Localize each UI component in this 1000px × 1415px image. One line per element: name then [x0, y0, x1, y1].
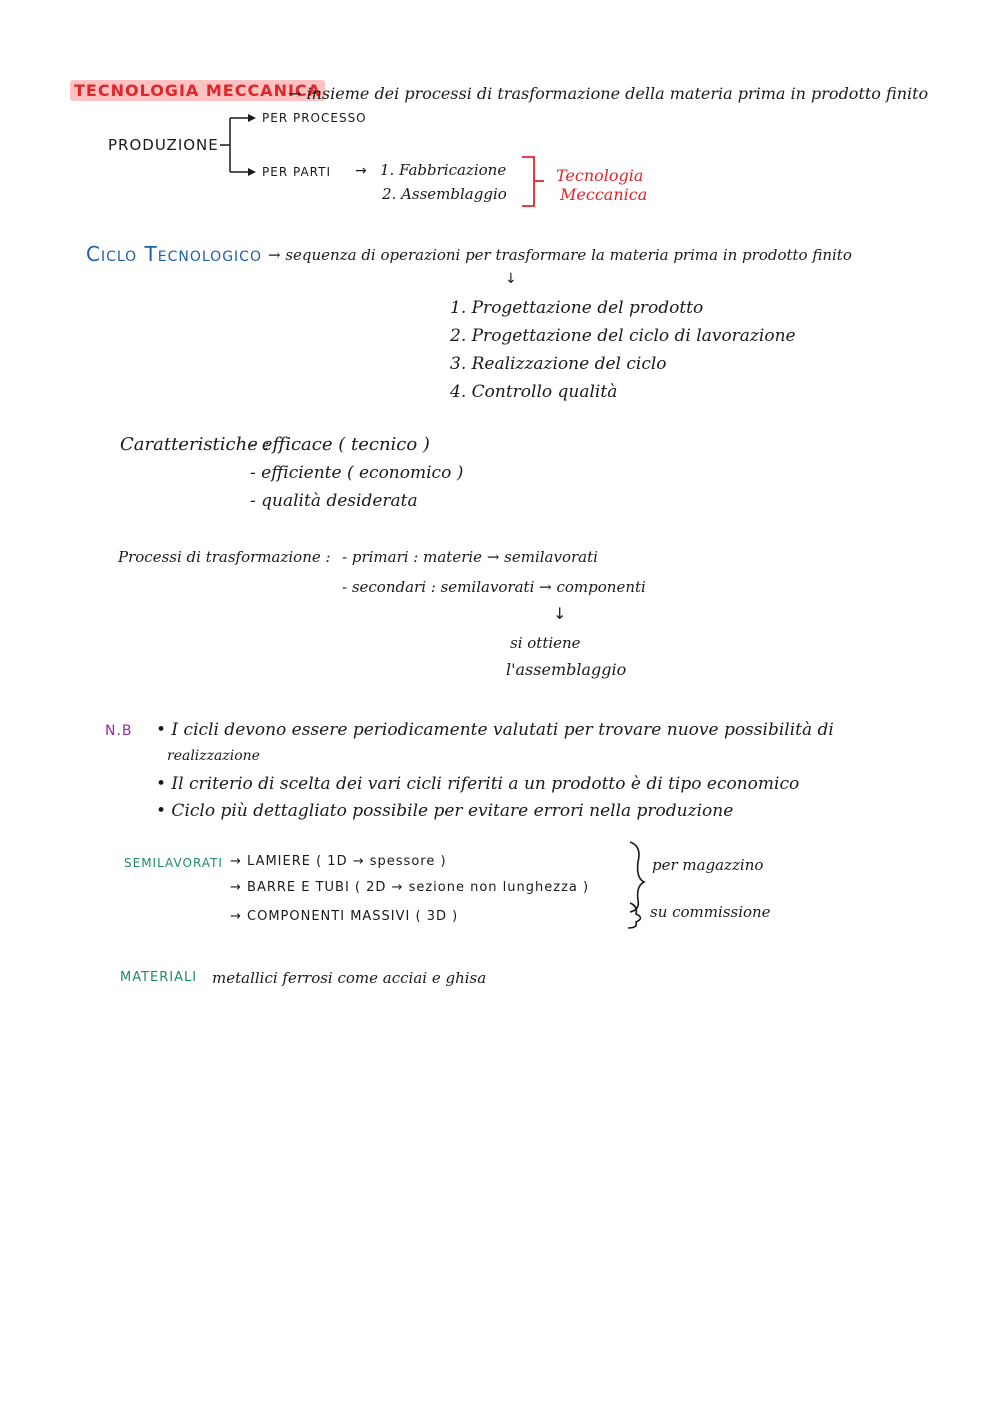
arrow-head-per-processo	[248, 114, 256, 122]
assemblaggio-item: 2. Assemblaggio	[382, 185, 507, 203]
caratteristiche-item-3: - qualità desiderata	[250, 491, 418, 511]
title-label: TECNOLOGIA MECCANICA	[70, 83, 325, 99]
processi-primari: - primari : materie → semilavorati	[342, 548, 598, 566]
fabbricazione-item: 1. Fabbricazione	[380, 161, 507, 179]
produzione-label: PRODUZIONE	[108, 136, 219, 154]
semilavorati-brace-1	[630, 842, 644, 912]
caratteristiche-item-1: - efficace ( tecnico )	[250, 434, 430, 455]
materiali-label: MATERIALI	[120, 970, 198, 985]
semilavorati-label: SEMILAVORATI	[124, 856, 223, 870]
ciclo-label: Ciclo Tecnologico	[86, 242, 262, 266]
processi-result-line2: l'assemblaggio	[506, 660, 627, 679]
semilavorati-item-1: → LAMIERE ( 1D → spessore )	[230, 854, 447, 869]
ciclo-definition: → sequenza di operazioni per trasformare la materia prima in prodotto finito	[268, 246, 852, 264]
semilavorati-brace-2	[628, 903, 641, 928]
processi-label: Processi di trasformazione :	[118, 548, 331, 566]
semilavorati-item-3: → COMPONENTI MASSIVI ( 3D )	[230, 909, 459, 924]
tecnologia-result-line2: Meccanica	[560, 185, 648, 204]
processi-down-arrow: ↓	[553, 604, 567, 623]
nb-bullet-3: • Ciclo più dettagliato possibile per evitare errori nella produzione	[156, 801, 734, 821]
ciclo-step-3: 3. Realizzazione del ciclo	[450, 354, 667, 374]
ciclo-down-arrow: ↓	[505, 271, 517, 287]
per-parti-label: PER PARTI	[262, 165, 331, 179]
nb-bullet-1-line1: • I cicli devono essere periodicamente valutati per trovare nuove possibilità di	[156, 720, 834, 740]
per-parti-arrow: →	[355, 163, 367, 179]
per-processo-label: PER PROCESSO	[262, 111, 367, 125]
semilavorati-group-commissione: su commissione	[650, 903, 771, 921]
materiali-text: metallici ferrosi come acciai e ghisa	[212, 969, 487, 987]
ciclo-step-4: 4. Controllo qualità	[450, 382, 618, 402]
nb-bullet-2: • Il criterio di scelta dei vari cicli riferiti a un prodotto è di tipo economico	[156, 774, 800, 794]
ciclo-step-2: 2. Progettazione del ciclo di lavorazione	[450, 326, 796, 346]
tecnologia-result-line1: Tecnologia	[556, 166, 644, 185]
nb-label: N.B	[105, 723, 133, 739]
nb-bullet-1-line2: realizzazione	[167, 748, 260, 764]
caratteristiche-item-2: - efficiente ( economico )	[250, 463, 464, 483]
arrow-head-per-parti	[248, 168, 256, 176]
processi-secondari: - secondari : semilavorati → componenti	[342, 578, 646, 596]
processi-result-line1: si ottiene	[510, 634, 581, 652]
title-definition: → insieme dei processi di trasformazione della materia prima in prodotto finito	[288, 84, 929, 103]
red-bracket	[522, 157, 544, 206]
ciclo-step-1: 1. Progettazione del prodotto	[450, 298, 704, 318]
produzione-tree-line	[220, 118, 248, 172]
semilavorati-item-2: → BARRE E TUBI ( 2D → sezione non lunghezza )	[230, 880, 590, 895]
semilavorati-group-magazzino: per magazzino	[652, 856, 764, 874]
caratteristiche-label: Caratteristiche :	[120, 434, 270, 455]
